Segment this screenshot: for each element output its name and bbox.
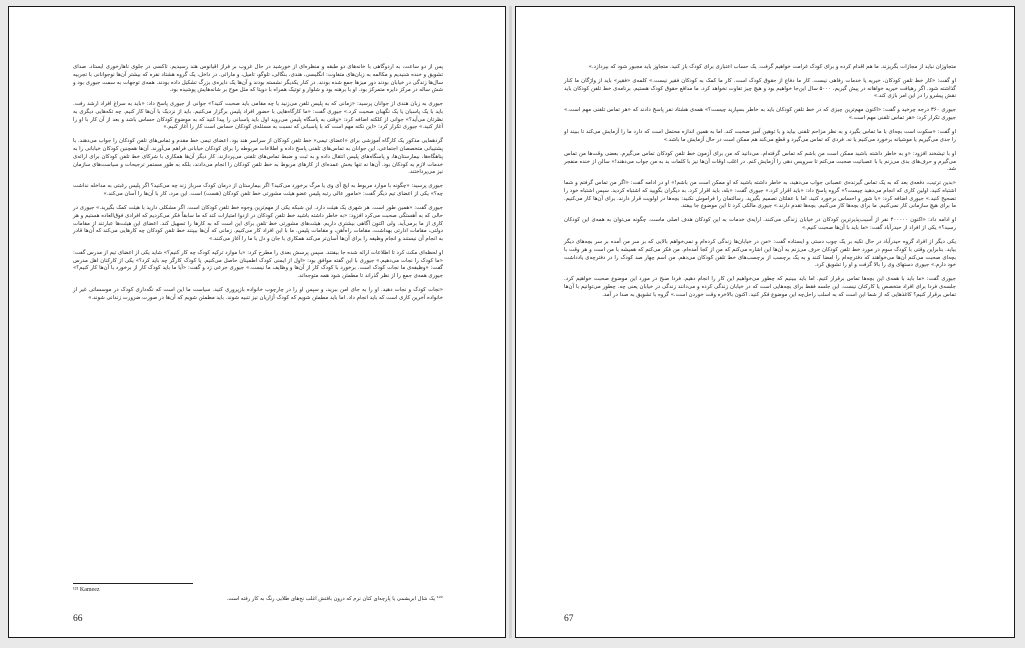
paragraph: جیوری ۳۶۰ درجه چرخید و گفت: «اکنون مهم‌ترین چیزی که در خط تلفن کودکان باید به خاطر بسپارید چیست؟» همه‌ی هشتاد نفر پاسخ دادند که «هر تماس تلفنی مهم است.» جیوری تکرار کرد: «هر تماس تلفنی مهم است.» (564, 107, 956, 122)
footnote-latin: ¹²¹ Kameez (73, 587, 100, 593)
paragraph: «بدین ترتیب، دفعه‌ی بعد که به یک تماس گیرنده‌ی عصبانی جواب می‌دهید، به خاطر داشته باشید که او ممکن است من باشم!» او در ادامه گفت: «اگر من تماس گرفتم و شما اشتباه کنید، اولین کاری که انجام می‌دهید چیست؟» گروه پاسخ داد: «باید اقرار کرد.» جیوری گفت: «بله، باید اقرار کرد. به دیگران بگویید که اشتباه کردید. سپس اشتباه خود را تصحیح کنید.» جیوری اضافه کرد: «با شور و احساس برخورد کنید. اما با عقلتان تصمیم بگیرید. رسالتمان را فراموش نکنید: بچه‌ها در اولویت قرار دارند. برای آن‌ها کار می‌کنیم. ما برای هیچ سازمانی کار نمی‌کنیم. ما برای بچه‌ها کار می‌کنیم. بچه‌ها تقدم دارند.» جیوری مالکی کرد تا این موضوع جا بیفتد. (564, 180, 956, 210)
paragraph: او گفت: «سکوت است بچه‌ای با ما تماس بگیرد و به نظر مزاحم تلفنی بیاید و با توهین آمیز صحبت کند. اما به همین اندازه محتمل است که دارد ما را آزمایش می‌کند تا ببیند او را جدی می‌گیریم یا موشیانه برخورد می‌کنیم یا نه. فردی که تماس می‌گیرد و قطع می‌کند هم ممکن است در حال آزمایش ما باشد.» (564, 129, 956, 143)
right-page-body (564, 64, 956, 306)
paragraph: جیوری به زبان هندی از جوانان پرسید: «زمانی که به پلیس تلفن می‌زنید با چه مقامی باید صحبت کنید؟» جوانی از جیوری پاسخ داد: «باید به سراغ افراد ارشد رفت. باید با یک پاسبان یا یک نگهبان صحبت کرد.» جیوری گفت: «ما کارگاه‌هایی با حضور افراد پلیس برگزار می‌کنیم. باید از نزدیک با آن‌ها کار کنیم. چه تکه‌هایی دیگری به نظرتان می‌آید؟» جوانی از کلکته اضافه کرد: «وقتی به پاسگاه پلیس می‌روید اول باید پاسبانی را پیدا کنید که به موضوع کودکان حساس باشد و بعد از آن کار با او را آغاز کنید.» جیوری تکرار کرد: «این نکته مهم است که با پاسبانی که نسبت به مسئله‌ی کودکان حساس است کار را آغاز کنیم.» (73, 101, 443, 131)
paragraph: گردهمایی مذکور یک کارگاه آموزشی برای «اعضای تیمی» خط تلفن کودکان از سراسر هند بود. اعضای تیمی خط مقدم و تماس‌های تلفن کودکان را جواب می‌دهند. با پشتیبانی متخصصان اجتماعی، این جوانان به تماس‌های تلفنی پاسخ داده و اطلاعات مربوطه را برای کودکان خیابانی فراهم می‌آورند. آن‌ها همچنین کودکان خیابانی را به پناهگاه‌ها، بیمارستان‌ها، و پاسگاه‌های پلیس انتقال داده و به ثبت و ضبط تماس‌های تلفنی می‌پردازند. کار دیگر آن‌ها همکاری با شرکای خط تلفن کودکان برای ارائه‌ی خدمات لازم به کودکان بود. آن‌ها نه تنها بخش عمده‌ای از کارهای مربوط به خط تلفن کودکان را انجام می‌دادند، بلکه به طور مستمر ترجیحات و سیاست‌های سازمان نیز می‌پرداختند. (73, 138, 443, 176)
paragraph: متجاوزان نباید از مجازات بگریزند. ما هم اقدام کرده و برای کودک غرامت خواهیم گرفت. یک حساب اعتباری برای کودک باز کنید. متجاوز باید مجبور شود که بپردازد.» (588, 64, 956, 70)
page-number-right: 67 (564, 614, 574, 624)
footnote-persian: ¹²² یک شال ابریشمی یا پارچه‌ای کتان نرم که درون بافتش اغلب نخ‌های طلایی رنگ به کار رفته است. (226, 596, 443, 602)
paragraph: او لحظه‌ای مکث کرد تا اطلاعات ارائه شده جا بیفتند. سپس پرسش بعدی را مطرح کرد: «با موارد ترکیه کودک چه کار کنیم؟» شاید یکی از اعضای تیم از مدرس گفت: «ما کودک را نجات می‌دهیم.» جیوری با این گفته موافق بود: «اول از ایمنی کودک اطمینان حاصل می‌کنیم. یا کودک کارگر چه باید کرد؟» یکی از کارکنان اهل مدرس گفت: «وظیفه‌ی ما نجات کودک است. برخورد با کودک کار از آن‌ها و وظایف ما نیست.» جیوری جرعی زد و گفت: «آیا ما باید کودک کار از برخورد با آن‌ها کار کنیم؟» جیوری همه‌ی جمع را از نظر گذراند تا مطمئن شود همه متوجه‌اند. (73, 249, 443, 280)
paragraph: او ادامه داد: «اکنون ۴۰۰۰۰۰ نفر از آسیب‌پذیرترین کودکان در خیابان زندگی می‌کنند. ارایه‌ی خدمات به این کودکان هدف اصلی ماست. چگونه می‌توان به همه‌ی این کودکان رسید؟» یکی از افراد از حیدرآباد گفت: «ما باید با آن‌ها صحبت کنیم.» (564, 217, 956, 232)
paragraph: جیوری گفت: «ما باید با همه‌ی این بچه‌ها تماس برقرار کنیم. اما باید ببینیم که چطور می‌خواهیم این کار را انجام دهیم. فردا صبح در مورد این موضوع صحبت خواهیم کرد. جلسه‌ی فردا برای افراد متخصص یا کارکنان نیست. این جلسه فقط برای بچه‌هایی است که در خیابان زندگی کرده و می‌دانند زندگی در خیابان یعنی چه. چطور می‌توانیم با آن‌ها تماس برقرار کنیم؟ کاغذهایی که از شما این است که به اسلب راحل‌چه این موضوع فکر کنید. اکنون بالاخره وقت خوردن است.» گروه با تشویق به صدا در آمد. (564, 276, 956, 298)
page-number-left: 66 (73, 614, 83, 624)
paragraph: جیوری پرسید: «چگونه با موارد مربوط به ایچ آی وی یا مرگ برخورد می‌کنید؟ اگر بیمارستان از درمان کودک سرباز زند چه می‌کنید؟ اگر پلیس رغبتی به مداخله نداشت چه؟» یکی از اعضای تیم دیگر گفت: «مامور عالی رتبه پلیس عضو هیئت مشورتی خط تلفن کودکان (هست) است. این مرد، کار با آن‌ها را آسان می‌کند.» (73, 183, 443, 198)
left-page (8, 6, 506, 638)
paragraph: جیوری گفت: «همین طور است. هر شهری یک هیئت دارد. این شبکه یکی از مهم‌ترین وجوه خط تلفن کودکان است. اگر مشکلی دارید با هیئت کمک بگیرید.» جیوری در حالی که به آهستگی صحبت می‌کرد افزود: «به خاطر داشته باشید خط تلفن کودکان در ازدوا امتیازات کند که ما سابقاً فکر می‌کردیم که افرادی فوق‌العاده هستیم و هر کاری از ما برمی‌آید. ولی اکنون آگاهی بیشتری داریم. هیئت‌های مشورتی خط تلفن برای این است که به کارها را تسهیل کند. اعضای این هیئت‌ها عبارتند از مقامات دولتی، مقامات ادارتی بهداشت، مقامات راه‌آهن، و مقامات پلیس. ما با این افراد کار می‌کنیم. زمانی که آن‌ها ببینند خط تلفن کودکان چه کارهایی می‌کند که آن‌ها قادر به انجام آن نیستند و انجام وظیفه را برای آن‌ها آسان‌تر می‌کند همکاری با جان و دل با ما را آغاز می‌کنند.» (73, 205, 443, 242)
paragraph: او گفت: «کار خط تلفن کودکان، خیریه یا خدمات رفاهی نیست. کار ما دفاع از حقوق کودک است. کار ما کمک به کودکان فقیر نیست.» کلمه‌ی «فقیر» باید از واژگان ما کنار گذاشته شود. اگر رهیافت خیریه خواهانه در پیش گیریم، ۵۰۰۰ سال این‌جا خواهیم بود و هیچ چیز تفاوت نخواهد کرد. ما مدافع حقوق کودک هستیم. برنامه‌ی خط تلفن کودکان باید نقش پیشرو را در این امر بازی کند.» (564, 77, 956, 100)
footnote-divider (73, 583, 193, 584)
page-gap (509, 6, 512, 638)
left-page-body (73, 64, 443, 309)
right-page (515, 6, 1015, 638)
paragraph: «نجات کودک و نجات دهید. او را به جای امن ببرید، و سپس او را در چارچوب خانواده بازپروری کنید. سیاست ما این است که نگه‌داری کودک در موسساتی غیر از خانواده آخرین کاری است که باید انجام داد. اما باید مطمئن شویم که کودک آزاریان نیز تنبیه شوند. باید مطمئن شویم که آن‌ها در صورت ضرورت زندانی شوند.» (73, 287, 443, 301)
paragraph: یکی دیگر از افراد گروه حیدرآباد در حال تکیه بر یک چوب دستی و ایستاده گفت: «من در خیابان‌ها زندگی کرده‌ام و نمی‌خواهم بالایی که بر سر من آمده بر سر بچه‌های دیگر بیاید. بنابراین وقتی با کودک سوم در مورد خط تلفن کودکان حرف می‌زنم به آن‌ها این اشاره می‌کنم که من از کجا آمده‌ام. من فکر می‌کنم که همیشه با من است و هر وقت با بچه‌ای صحبت می‌کنم آن‌ها می‌خواهند که دفترچه‌ام را امضا کنند و به یک برچسب از برچسب‌های خط تلفن کودکان می‌دهم. من اسم چهار صد کودک را در دفترچه‌ی یادداشت خود دارم.» جیوری دستهای وی را بالا گرفت و او را تشویق کرد. (564, 239, 956, 269)
paragraph: او با تیشخند افزود: «و به خاطر داشته باشید ممکن است من باشم که تماس گرفته‌ام. می‌دانید که من برای آزمون خط تلفن کودکان تماس می‌گیرم. بعضی وقت‌ها من تماس می‌گیرم و حرف‌های بدی می‌زنم یا با عصبانیت صحبت می‌کنم تا سرویس دهی را آزمایش کنم. در اغلب اوقات آن‌ها نیز با کلمات بد به من جواب می‌دهند!» سالن از خنده منفجر شد. (564, 150, 956, 173)
paragraph: پس از دو ساعت، به اردوگاهی با خانه‌های دو طبقه و منظره‌ای از خورشید در حال غروب بر فراز اقیانوس هند رسیدیم. تاکسی در جلوی ناهارخوری ایستاد. صدای تشویق و خنده شنیدیم و مکالمه به زبان‌های متفاوت: انگلیسی، هندی، بنگالی، تلوگو، تامیل، و مارائی. در داخل، یک گروه هشتاد نفره که بیشتر آن‌ها نوجوانانی با تجربیه سال‌ها زندگی در خیابان بودند دور میزها جمع شده بودند. در کنار یکدیگر نشسته بودند و آن‌ها یک دایره‌ی بزرگ تشکیل داده بودند. همه‌ی توجهات به سمت جیوری بود و شش ساله در مرکز دایره متمرکز بود. او با برهنه بود و شلوار و توتیک همراه با دوپتا که مثل موج بر شانه‌هایش پوشیده بود. (73, 64, 443, 94)
